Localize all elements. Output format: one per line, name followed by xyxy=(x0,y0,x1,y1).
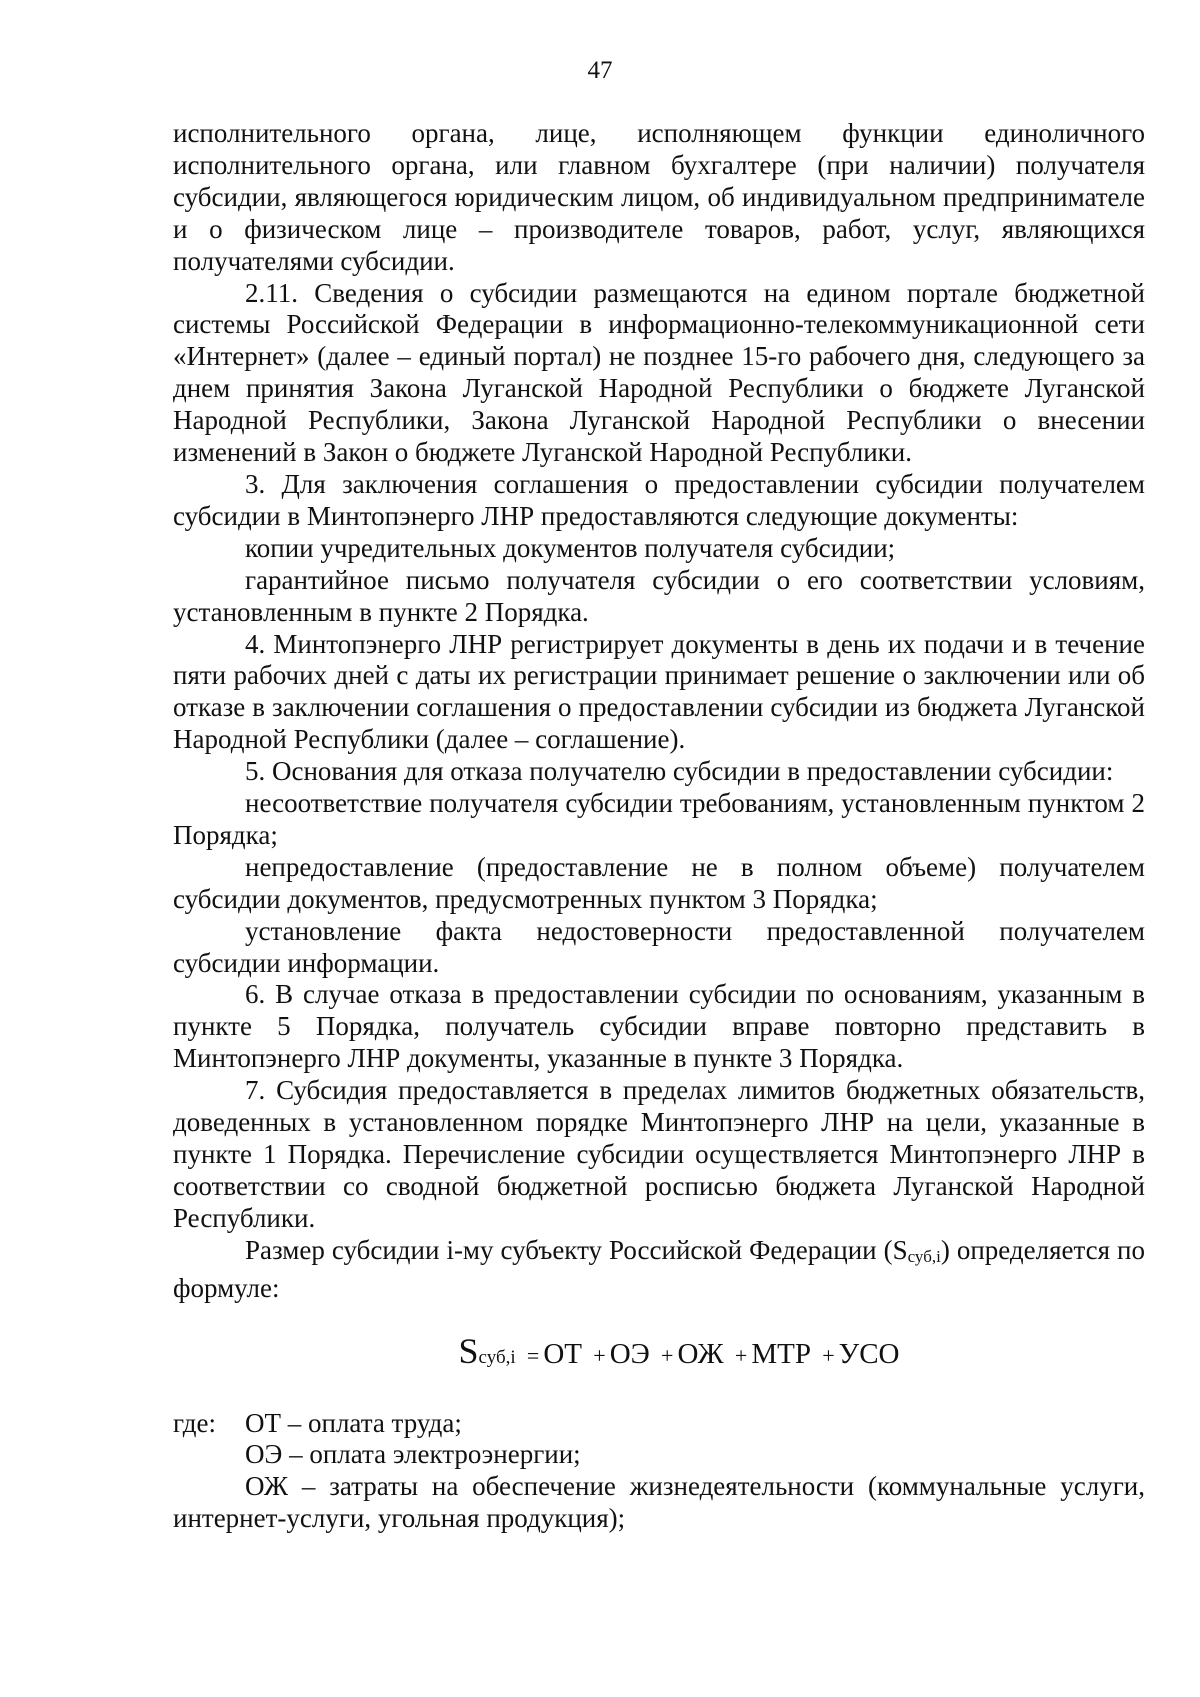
formula-term-ot: ОТ xyxy=(543,1337,583,1370)
formula-equals: = xyxy=(526,1342,540,1368)
paragraph-continuation: исполнительного органа, лице, исполняющем функции единоличного исполнительного органа, или главном бухгалтере (при наличии) получателя субсидии, являющегося юридическим лицом, об индивидуальном предпринимателе и о физическом лице – производителе товаров, работ, услуг, являющихся получателями субсидии. xyxy=(173,118,1145,276)
formula-plus: + xyxy=(593,1342,606,1368)
formula-plus: + xyxy=(734,1342,748,1368)
list-item-guarantee-letter: гарантийное письмо получателя субсидии о его соответствии условиям, установленным в пункте 2 Порядка. xyxy=(173,564,1145,627)
where-definition-ot xyxy=(173,1408,1145,1440)
subsidy-size-tail: ) определяется по формуле: xyxy=(173,1234,1145,1303)
paragraph-5: 5. Основания для отказа получателю субсидии в предоставлении субсидии: xyxy=(245,756,1114,787)
formula-subscript: суб,i xyxy=(478,1346,516,1368)
definition-ozh: ОЖ – затраты на обеспечение жизнедеятельности (коммунальные услуги, интернет-услуги, угольная продукция); xyxy=(173,1471,1145,1534)
formula-term-mtr: МТР xyxy=(751,1337,811,1370)
subsidy-formula xyxy=(173,1331,1145,1378)
definition-oe: ОЭ – оплата электроэнергии; xyxy=(245,1439,581,1470)
formula-term-ozh: ОЖ xyxy=(677,1337,724,1370)
paragraph-2-11: 2.11. Сведения о субсидии размещаются на едином портале бюджетной системы Российской Федерации в информационно-телекоммуникационной сети «Интернет» (далее – единый портал) не позднее 15-го рабочего дня, следующего за днем принятия Закона Луганской Народной Республики о бюджете Луганской Народной Республики, Закона Луганской Народной Республики о внесении изменений в Закон о бюджете Луганской Народной Республики. xyxy=(173,277,1145,468)
where-label: где: xyxy=(173,1407,216,1438)
list-item-false-info: установление факта недостоверности предоставленной получателем субсидии информации. xyxy=(173,915,1145,978)
subsidy-size-lead: Размер субсидии i-му субъекту Российской Федерации (S xyxy=(245,1234,908,1265)
list-item-founding-docs: копии учредительных документов получателя субсидии; xyxy=(245,532,896,563)
page-number: 47 xyxy=(587,57,613,84)
paragraph-4: 4. Минтопэнерго ЛНР регистрирует документы в день их подачи и в течение пяти рабочих дней с даты их регистрации принимает решение о заключении или об отказе в заключении соглашения о предоставлении субсидии из бюджета Луганской Народной Республики (далее – соглашение). xyxy=(173,628,1145,755)
formula-term-oe: ОЭ xyxy=(609,1337,650,1370)
formula-term-uso: УСО xyxy=(838,1337,900,1370)
definition-ot: ОТ – оплата труда; xyxy=(245,1407,462,1438)
formula-symbol-s: S xyxy=(458,1330,479,1371)
formula-plus: + xyxy=(661,1342,674,1368)
paragraph-7: 7. Субсидия предоставляется в пределах лимитов бюджетных обязательств, доведенных в установленном порядке Минтопэнерго ЛНР на цели, указанные в пункте 1 Порядка. Перечисление субсидии осуществляется Минтопэнерго ЛНР в соответствии со сводной бюджетной росписью бюджета Луганской Народной Республики. xyxy=(173,1075,1145,1233)
list-item-nonprovision: непредоставление (предоставление не в полном объеме) получателем субсидии документов, предусмотренных пунктом 3 Порядка; xyxy=(173,851,1145,914)
paragraph-subsidy-size xyxy=(173,1235,1145,1305)
paragraph-3: 3. Для заключения соглашения о предоставлении субсидии получателем субсидии в Минтопэнерго ЛНР предоставляются следующие документы: xyxy=(173,468,1145,531)
subsidy-size-subscript: суб,i xyxy=(907,1246,941,1266)
paragraph-6: 6. В случае отказа в предоставлении субсидии по основаниям, указанным в пункте 5 Порядка, получатель субсидии вправе повторно представить в Минтопэнерго ЛНР документы, указанные в пункте 3 Порядка. xyxy=(173,979,1145,1074)
document-body xyxy=(173,118,1145,1535)
formula-plus: + xyxy=(822,1342,835,1368)
list-item-noncompliance: несоответствие получателя субсидии требованиям, установленным пунктом 2 Порядка; xyxy=(173,788,1145,850)
